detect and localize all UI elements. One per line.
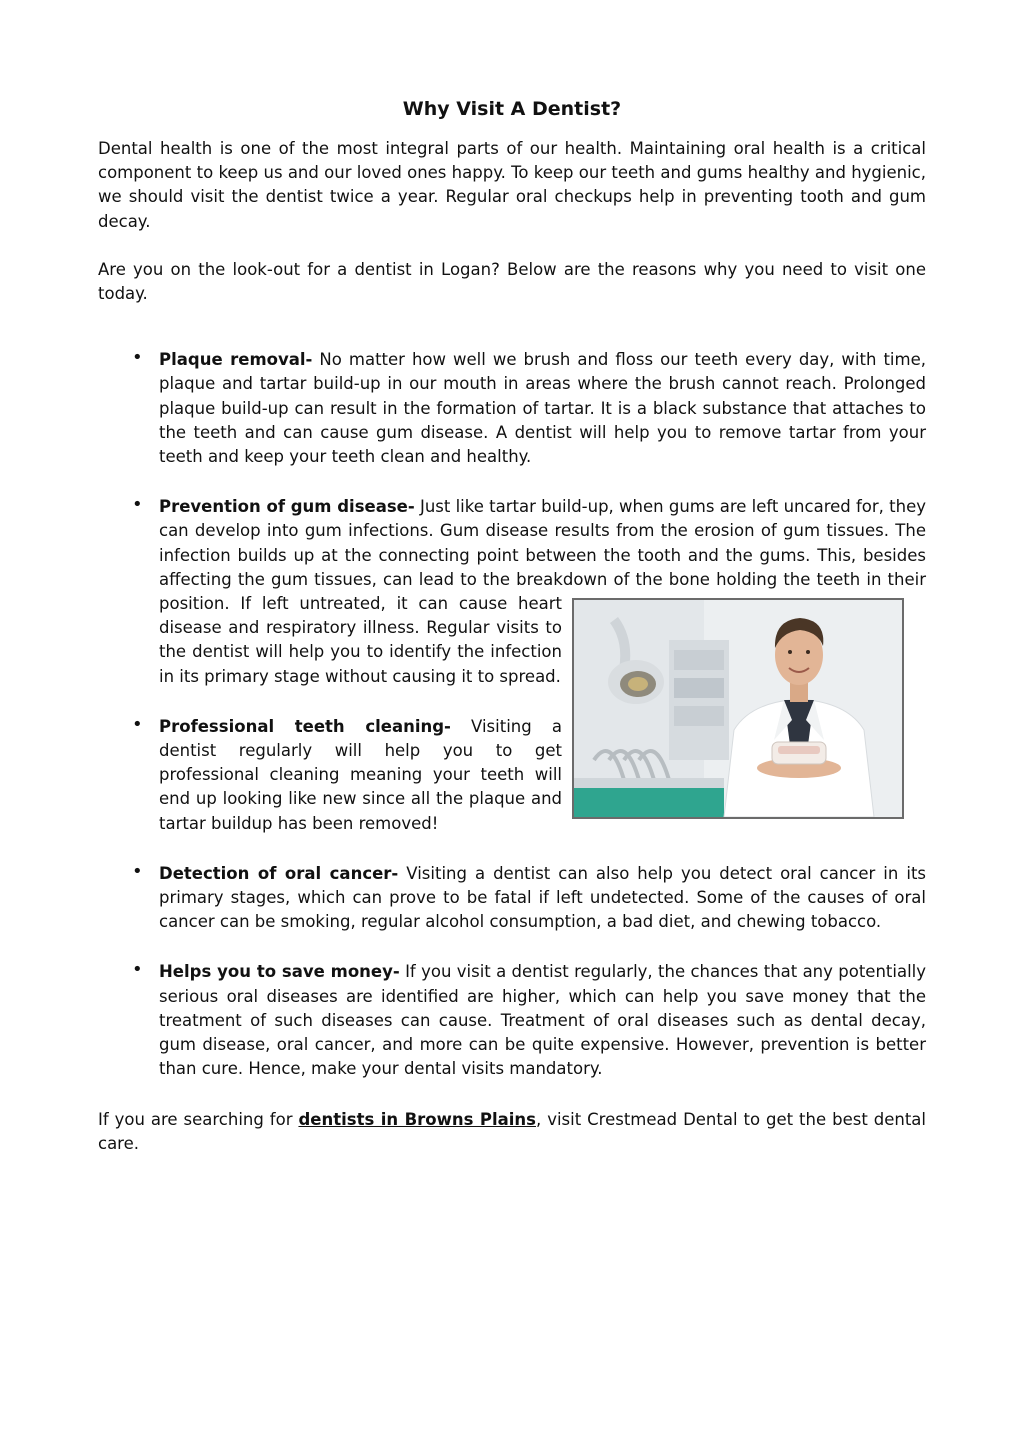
page-title: Why Visit A Dentist?: [402, 98, 622, 120]
closing-text-before: If you are searching for: [98, 1109, 299, 1129]
dentist-photo: [572, 598, 904, 819]
list-item-heading: Detection of oral cancer-: [159, 863, 399, 883]
dentist-illustration: [574, 600, 902, 817]
bullet-icon: •: [132, 860, 143, 882]
bullet-icon: •: [132, 959, 143, 981]
bullet-icon: •: [132, 347, 143, 369]
list-item-text: Visiting a dentist regularly will help you to get professional cleaning meaning your teeth will end up looking like new since all the plaque and tartar buildup has been removed!: [159, 716, 562, 833]
closing-paragraph: [98, 1108, 926, 1156]
list-item-heading: Helps you to save money-: [159, 962, 400, 982]
dentists-link[interactable]: dentists in Browns Plains: [298, 1109, 536, 1129]
bullet-icon: •: [132, 713, 143, 735]
list-item-heading: Plaque removal-: [159, 350, 313, 370]
list-item-text: Just like tartar build-up, when gums are left uncared for, they can develop into gum infections. Gum disease results from the erosion of gum tissues. The infection builds up at the connecting point between the tooth and the gums. This, besides affecting the gum tissues, can lead to the breakdown of the bone holding the teeth in their position. If left untreated, it can cause heart disease and respiratory illness. Regular visits to the dentist will help you to identify the infection in its primary stage without causing it to spread.: [159, 497, 927, 686]
list-item-text: Visiting a dentist can also help you detect oral cancer in its primary stages, which can prove to be fatal if left undetected. Some of the causes of oral cancer can be smoking, regular alcohol consumption, a bad diet, and chewing tobacco.: [159, 863, 927, 932]
intro-paragraph-1: Dental health is one of the most integral parts of our health. Maintaining oral health is a critical component to keep us and our loved ones happy. To keep our teeth and gums healthy and hygienic, we should visit the dentist twice a year. Regular oral checkups help in preventing tooth and gum decay.: [98, 139, 926, 231]
list-item-heading: Prevention of gum disease-: [159, 497, 415, 517]
list-item-oral-cancer: [98, 862, 926, 935]
list-item-plaque-removal: [98, 348, 926, 469]
intro-paragraph-2: Are you on the look-out for a dentist in Logan? Below are the reasons why you need to visit one today.: [98, 259, 926, 304]
list-item-text: If you visit a dentist regularly, the chances that any potentially serious oral diseases are identified are higher, which can help you save money that the treatment of such diseases can cause. Treatment of oral diseases such as dental decay, gum disease, oral cancer, and more can be quite expensive. However, prevention is better than cure. Hence, make your dental visits mandatory.: [159, 962, 926, 1079]
list-item-save-money: [98, 960, 926, 1081]
list-item-heading: Professional teeth cleaning-: [159, 716, 451, 736]
bullet-icon: •: [132, 494, 143, 516]
list-item-text: No matter how well we brush and floss our teeth every day, with time, plaque and tartar build-up in our mouth in areas where the brush cannot reach. Prolonged plaque build-up can result in the formation of tartar. It is a black substance that attaches to the teeth and can cause gum disease. A dentist will help you to remove tartar from your teeth and keep your teeth clean and healthy.: [159, 350, 926, 467]
closing-text-after: , visit Crestmead Dental to get the best dental care.: [98, 1109, 926, 1153]
